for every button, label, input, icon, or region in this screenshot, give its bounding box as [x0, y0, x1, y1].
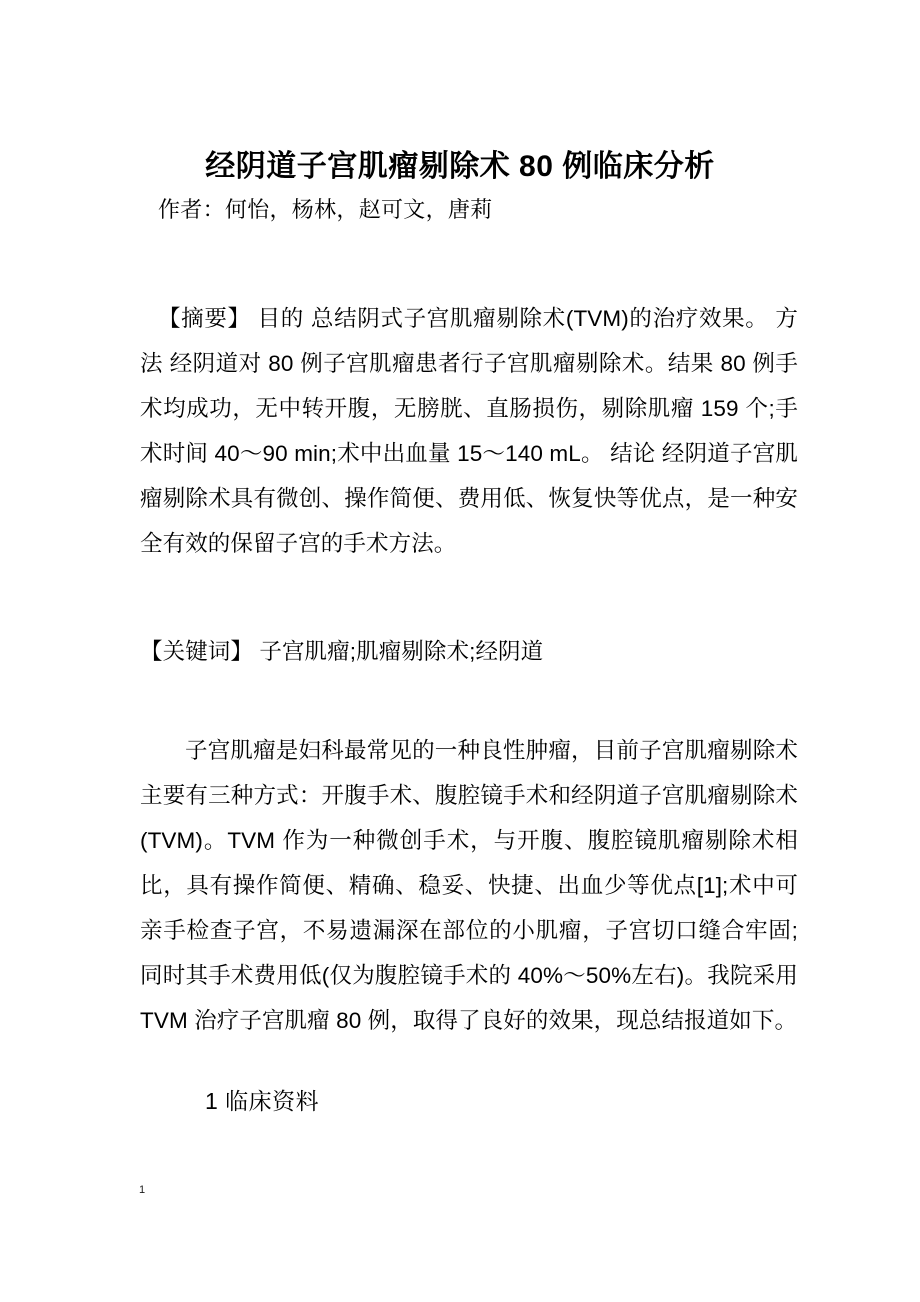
section-heading-clinical-data: 1 临床资料 — [205, 1088, 320, 1114]
abstract-paragraph: 【摘要】 目的 总结阴式子宫肌瘤剔除术(TVM)的治疗效果。 方法 经阴道对 80 例子宫肌瘤患者行子宫肌瘤剔除术。结果 80 例手术均成功，无中转开腹，无膀胱、直肠损伤，剔除肌瘤 159 个;手术时间 40～90 min;术中出血量 15～140 mL。 结论 经阴道子宫肌瘤剔除术具有微创、操作简便、费用低、恢复快等优点，是一种安全有效的保留子宫的手术方法。 — [140, 306, 798, 556]
body-paragraph-intro: 子宫肌瘤是妇科最常见的一种良性肿瘤，目前子宫肌瘤剔除术主要有三种方式：开腹手术、腹腔镜手术和经阴道子宫肌瘤剔除术(TVM)。TVM 作为一种微创手术，与开腹、腹腔镜肌瘤剔除术相比，具有操作简便、精确、稳妥、快捷、出血少等优点[1];术中可亲手检查子宫，不易遗漏深在部位的小肌瘤，子宫切口缝合牢固;同时其手术费用低(仅为腹腔镜手术的 40%～50%左右)。我院采用 TVM 治疗子宫肌瘤 80 例，取得了良好的效果，现总结报道如下。 — [140, 738, 798, 1033]
page-title: 经阴道子宫肌瘤剔除术 80 例临床分析 — [205, 150, 715, 184]
keywords-line: 【关键词】 子宫肌瘤;肌瘤剔除术;经阴道 — [140, 639, 544, 664]
page-number: 1 — [139, 1184, 146, 1196]
author-line: 作者：何怡，杨林，赵可文，唐莉 — [158, 197, 493, 222]
